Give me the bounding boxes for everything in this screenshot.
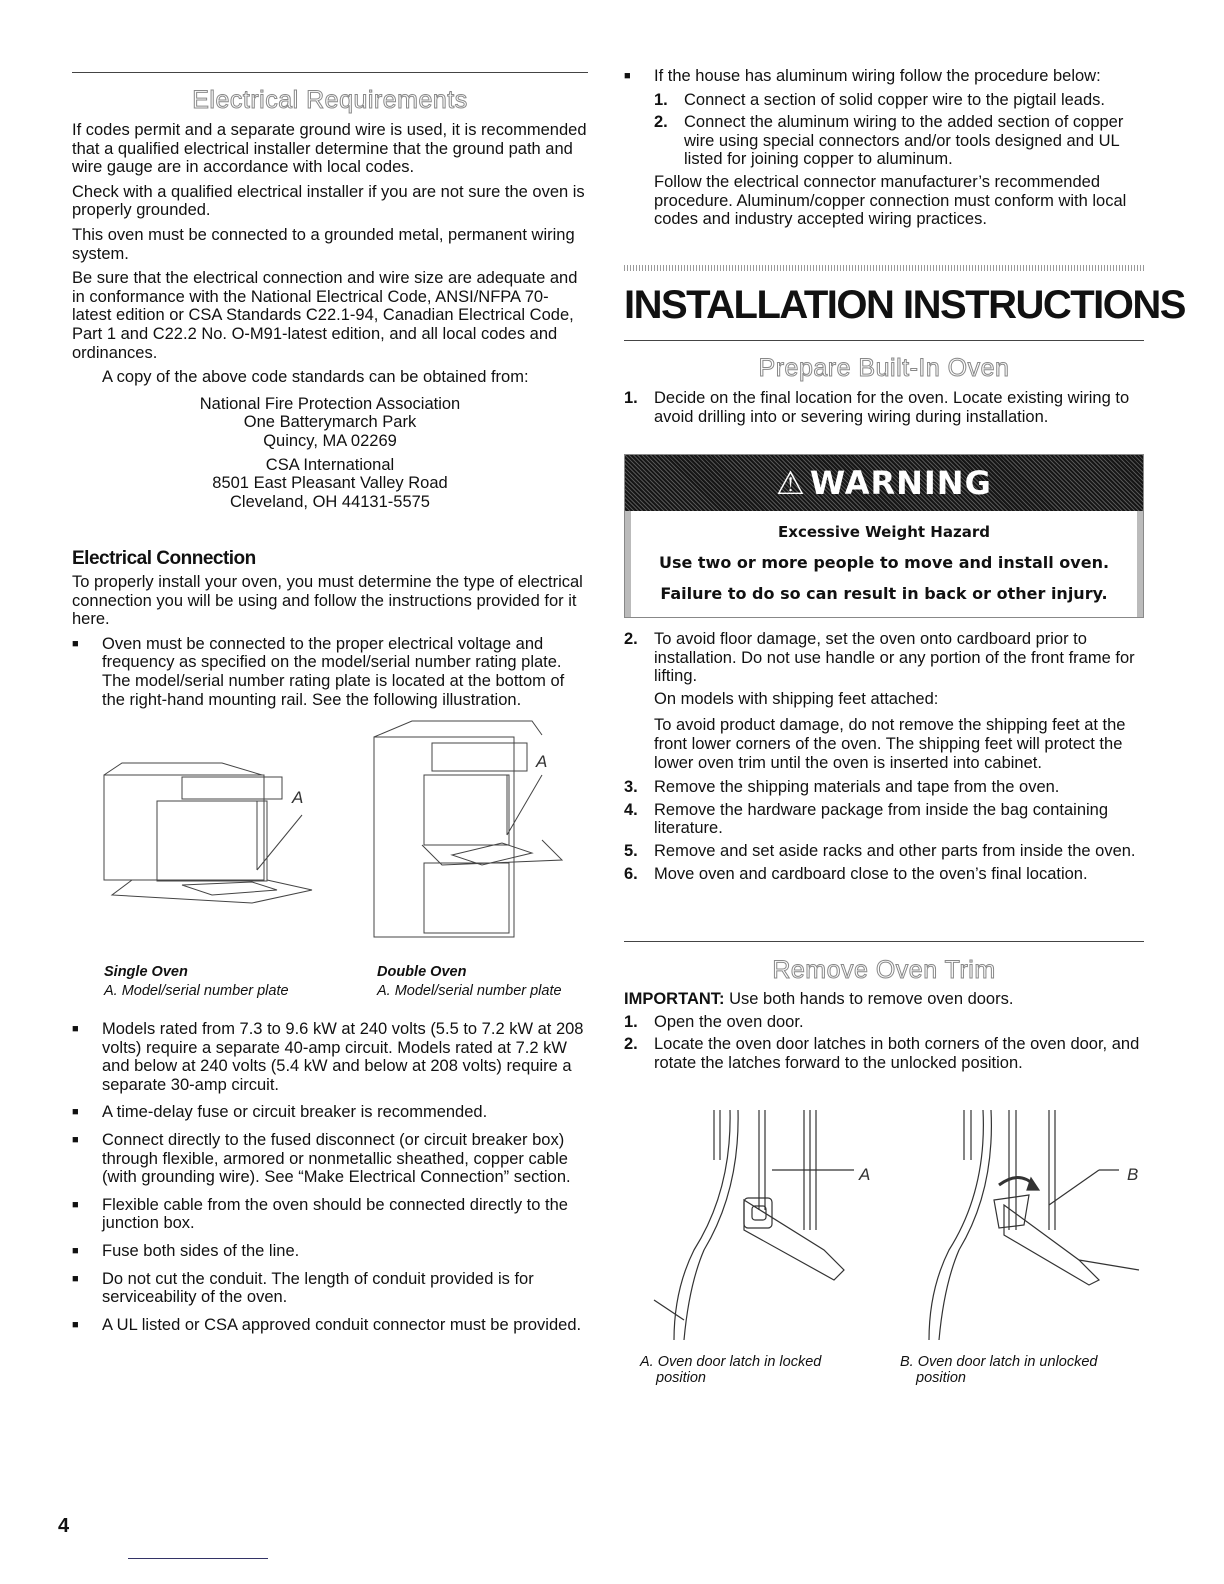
caption-line: position [916, 1370, 966, 1386]
paragraph: Check with a qualified electrical installer if you are not sure the oven is properly grounded. [72, 182, 585, 220]
section-rule [72, 72, 588, 73]
hazard-name: Excessive Weight Hazard [778, 523, 990, 541]
address-line: 8501 East Pleasant Valley Road [212, 474, 448, 493]
plate-label: A [536, 752, 548, 771]
address-nfpa [72, 395, 588, 451]
numbered-step [624, 113, 1144, 169]
electrical-connection-title: Electrical Connection [72, 548, 256, 569]
prepare-steps [624, 630, 1144, 883]
step-text: Remove the shipping materials and tape from the oven. [654, 778, 1060, 797]
step-number: 2. [624, 630, 638, 648]
numbered-step [624, 801, 1144, 838]
address-line: National Fire Protection Association [199, 394, 461, 413]
step-text: Open the oven door. [654, 1012, 804, 1031]
bullet-marker: ■ [72, 1106, 79, 1119]
numbered-step [624, 630, 1144, 686]
paragraph: If codes permit and a separate ground wire is used, it is recommended that a qualified electrical installer determine that the ground path and wire gauge are in accordance with local codes. [72, 121, 587, 177]
caption-line: B. Oven door latch in unlocked [900, 1354, 1098, 1370]
paragraph: To properly install your oven, you must determine the type of electrical connection you will be using and follow the instructions provided for it here. [72, 573, 583, 629]
section-rule [624, 941, 1144, 942]
double-oven-caption [377, 964, 617, 999]
page-number: 4 [58, 1515, 70, 1537]
bullet-marker: ■ [72, 1272, 79, 1285]
step-number: 1. [654, 90, 668, 109]
warning-title: WARNING [809, 464, 992, 502]
list-item-text: Models rated from 7.3 to 9.6 kW at 240 volts (5.5 to 7.2 kW at 208 volts) require a separate 40-amp circuit. Models rated at 7.2 kW and below at 240 volts (5.4 kW and below at 208 volts) require a separate 30-amp circuit. [102, 1020, 584, 1094]
bullet-marker: ■ [72, 1023, 79, 1035]
list-item [72, 1270, 588, 1307]
installation-title: INSTALLATION INSTRUCTIONS [624, 283, 1185, 327]
aluminum-section [624, 67, 1144, 229]
list-item-text: A UL listed or CSA approved conduit connector must be provided. [102, 1315, 582, 1334]
bullet-marker: ■ [72, 1133, 79, 1146]
paragraph: Follow the electrical connector manufacturer’s recommended procedure. Aluminum/copper connection must conform with local codes and industry accepted wiring practices. [654, 172, 1127, 229]
electrical-list [72, 1020, 588, 1334]
copy-line: A copy of the above code standards can be obtained from: [102, 368, 529, 387]
list-item [624, 67, 1144, 86]
list-item-text: If the house has aluminum wiring follow the procedure below: [654, 67, 1101, 85]
latch-unlocked-caption [900, 1354, 1144, 1386]
bullet-marker: ■ [72, 1198, 79, 1211]
important-text: Use both hands to remove oven doors. [724, 990, 1014, 1008]
plate-label: A [292, 788, 304, 807]
list-item [72, 1103, 588, 1122]
numbered-step [624, 842, 1144, 861]
caption-title: Double Oven [377, 964, 467, 980]
warning-box [624, 454, 1144, 618]
address-csa [72, 456, 588, 512]
list-item [72, 1020, 588, 1094]
latch-unlocked-illustration [899, 1110, 1144, 1350]
important-note [624, 990, 1144, 1009]
numbered-step [624, 865, 1144, 884]
divider [624, 265, 1144, 271]
caption-line: A. Oven door latch in locked [640, 1354, 822, 1370]
step-number: 2. [624, 1035, 638, 1054]
list-item [72, 1196, 588, 1233]
warning-body [625, 511, 1143, 617]
latch-label: B [1127, 1165, 1139, 1184]
list-item [72, 1316, 588, 1335]
numbered-step [624, 1035, 1144, 1072]
list-item-text: Connect directly to the fused disconnect (or circuit breaker box) through flexible, armored or nonmetallic sheathed, copper cable (with grounding wire). See “Make Electrical Connection” section. [102, 1130, 571, 1187]
latch-locked-illustration [634, 1110, 884, 1350]
step-text: Move oven and cardboard close to the oven’s final location. [654, 864, 1088, 883]
list-item [72, 1242, 588, 1261]
paragraph: Be sure that the electrical connection and wire size are adequate and in conformance with the National Electrical Code, ANSI/NFPA 70-latest edition or CSA Standards C22.1-94, Canadian Electrical Code, Part 1 and C22.2 No. O-M91-latest edition, and all local codes and ordinances. [72, 269, 578, 362]
list-item-text: Oven must be connected to the proper electrical voltage and frequency as specified on the model/serial number rating plate. The model/serial number rating plate is located at the bottom of the right-hand mounting rail. See the following illustration. [102, 634, 565, 709]
caption-line: position [656, 1370, 706, 1386]
electrical-requirements-body [72, 121, 588, 511]
latch-label: A [859, 1165, 871, 1184]
remove-trim-steps [624, 990, 1144, 1072]
step-number: 2. [654, 113, 668, 132]
important-label: IMPORTANT: [624, 990, 725, 1008]
bullet-marker: ■ [72, 637, 79, 650]
footer-rule [128, 1558, 268, 1559]
caption-title: Single Oven [104, 964, 188, 980]
list-item [72, 1131, 588, 1187]
bullet-marker: ■ [624, 70, 631, 82]
remove-trim-title: Remove Oven Trim [772, 956, 996, 984]
caption-text: A. Model/serial number plate [104, 983, 289, 999]
numbered-step [624, 1013, 1144, 1032]
list-item-text: A time-delay fuse or circuit breaker is recommended. [102, 1103, 488, 1122]
warning-triangle-icon: ⚠ [776, 464, 806, 502]
bullet-marker: ■ [72, 1244, 79, 1257]
warning-header [625, 455, 1143, 511]
step-number: 6. [624, 864, 638, 883]
warning-line: Use two or more people to move and install oven. [658, 553, 1110, 572]
list-item-text: Fuse both sides of the line. [102, 1241, 300, 1260]
list-item [72, 635, 588, 709]
address-line: Quincy, MA 02269 [263, 431, 397, 450]
double-oven-illustration [372, 715, 572, 945]
latch-locked-caption [640, 1354, 880, 1386]
warning-line: Failure to do so can result in back or other injury. [660, 584, 1108, 603]
step-number: 5. [624, 841, 638, 860]
step-text: To avoid floor damage, set the oven onto cardboard prior to installation. Do not use handle or any portion of the front frame for lifting. [654, 630, 1135, 686]
paragraph: On models with shipping feet attached: [654, 689, 939, 708]
numbered-step [624, 778, 1144, 797]
section-rule [624, 340, 1144, 341]
step-text: Remove and set aside racks and other parts from inside the oven. [654, 841, 1136, 860]
step-text: Connect the aluminum wiring to the added section of copper wire using special connectors and/or tools designed and UL listed for joining copper to aluminum. [684, 113, 1124, 169]
prepare-oven-title: Prepare Built-In Oven [758, 354, 1010, 382]
step-text: Connect a section of solid copper wire to the pigtail leads. [684, 90, 1105, 109]
numbered-step [624, 389, 1144, 426]
list-item-text: Do not cut the conduit. The length of conduit provided is for serviceability of the oven. [102, 1269, 534, 1307]
single-oven-illustration [102, 755, 317, 905]
list-item-text: Flexible cable from the oven should be connected directly to the junction box. [102, 1195, 568, 1233]
step-number: 1. [624, 1012, 638, 1031]
numbered-step [624, 91, 1144, 110]
step-number: 1. [624, 389, 638, 407]
address-line: CSA International [265, 455, 395, 474]
step-text: Decide on the final location for the oven. Locate existing wiring to avoid drilling into or severing wiring during installation. [654, 389, 1130, 426]
step-text: Remove the hardware package from inside the bag containing literature. [654, 800, 1109, 838]
address-line: One Batterymarch Park [243, 413, 417, 432]
single-oven-caption [104, 964, 344, 999]
paragraph: This oven must be connected to a grounded metal, permanent wiring system. [72, 225, 575, 263]
electrical-requirements-title: Electrical Requirements [192, 86, 468, 114]
caption-text: A. Model/serial number plate [377, 983, 562, 999]
step-number: 3. [624, 778, 638, 797]
step-number: 4. [624, 800, 638, 819]
paragraph: To avoid product damage, do not remove the shipping feet at the front lower corners of the oven. The shipping feet will protect the lower oven trim until the oven is inserted into cabinet. [654, 716, 1126, 772]
step-text: Locate the oven door latches in both corners of the oven door, and rotate the latches forward to the unlocked position. [654, 1035, 1140, 1072]
address-line: Cleveland, OH 44131-5575 [230, 492, 430, 511]
bullet-marker: ■ [72, 1318, 79, 1331]
